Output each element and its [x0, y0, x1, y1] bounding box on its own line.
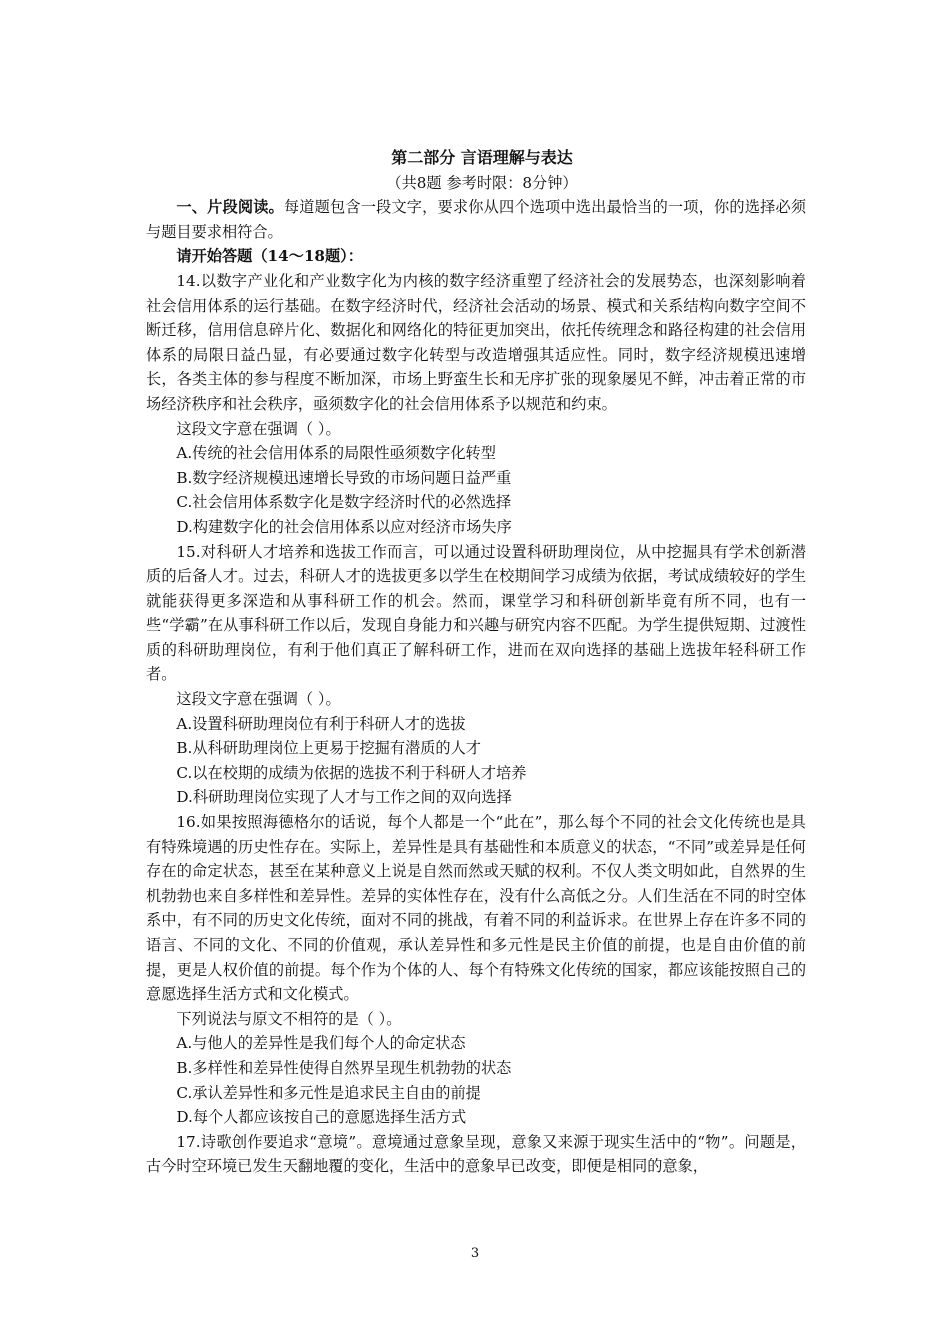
question-14-option-c: C.社会信用体系数字化是数字经济时代的必然选择 [176, 493, 512, 512]
question-15-option-a: A.设置科研助理岗位有利于科研人才的选拔 [176, 714, 466, 733]
question-15-option-d: D.科研助理岗位实现了人才与工作之间的双向选择 [176, 788, 512, 807]
question-14-option-d: D.构建数字化的社会信用体系以应对经济市场失序 [176, 517, 512, 536]
question-16-option-c: C.承认差异性和多元性是追求民主自由的前提 [176, 1083, 481, 1102]
question-14-option-b: B.数字经济规模迅速增长导致的市场问题日益严重 [176, 468, 512, 487]
page-number: 3 [470, 1246, 480, 1261]
question-15-stem: 这段文字意在强调（ ）。 [176, 690, 341, 709]
section-title: 第二部分 言语理解与表达 [391, 148, 573, 167]
question-17-passage: 17.诗歌创作要追求“意境”。意境通过意象呈现，意象又来源于现实生活中的“物”。问题是，古今时空环境已发生天翻地覆的变化，生活中的意象早已改变，即便是相同的意象， [146, 1132, 806, 1176]
question-16-option-a: A.与他人的差异性是我们每个人的命定状态 [176, 1034, 466, 1053]
question-15-passage: 15.对科研人才培养和选拔工作而言，可以通过设置科研助理岗位，从中挖掘具有学术创新潜质的后备人才。过去，科研人才的选拔更多以学生在校期间学习成绩为依据，考试成绩较好的学生就能获得更多深造和从事科研工作的机会。然而，课堂学习和科研创新毕竟有所不同，也有一些“学霸”在从事科研工作以后，发现自身能力和兴趣与研究内容不匹配。为学生提供短期、过渡性质的科研助理岗位，有利于他们真正了解科研工作，进而在双向选择的基础上选拔年轻科研工作者。 [146, 542, 806, 684]
question-16-passage: 16.如果按照海德格尔的话说，每个人都是一个“此在”，那么每个不同的社会文化传统也是具有特殊境遇的历史性存在。实际上，差异性是具有基础性和本质意义的状态，“不同”或差异是任何存在的命定状态，甚至在某种意义上说是自然而然或天赋的权利。不仅人类文明如此，自然界的生机勃勃也来自多样性和差异性。差异的实体性存在，没有什么高低之分。人们生活在不同的时空体系中，有不同的历史文化传统，面对不同的挑战，有着不同的利益诉求。在世界上存在许多不同的语言、不同的文化、不同的价值观，承认差异性和多元性是民主价值的前提，也是自由价值的前提，更是人权价值的前提。每个作为个体的人、每个有特殊文化传统的国家，都应该能按照自己的意愿选择生活方式和文化模式。 [146, 813, 806, 1004]
intro-heading: 一、片段阅读。 [176, 198, 284, 217]
question-16-option-d: D.每个人都应该按自己的意愿选择生活方式 [176, 1108, 467, 1127]
start-label: 请开始答题（14～18题）： [176, 247, 363, 266]
intro-text: 每道题包含一段文字，要求你从四个选项中选出最恰当的一项，你的选择必须与题目要求相符合。 [146, 198, 807, 241]
page-content [146, 146, 806, 1179]
question-14-stem: 这段文字意在强调（ ）。 [176, 419, 341, 438]
section-intro [146, 195, 806, 244]
question-15-option-c: C.以在校期的成绩为依据的选拔不利于科研人才培养 [176, 763, 527, 782]
section-subtitle: （共8题 参考时限：8分钟） [386, 173, 578, 192]
question-16-option-b: B.多样性和差异性使得自然界呈现生机勃勃的状态 [176, 1058, 512, 1077]
question-14-option-a: A.传统的社会信用体系的局限性亟须数字化转型 [176, 444, 496, 463]
question-14-passage: 14.以数字产业化和产业数字化为内核的数字经济重塑了经济社会的发展势态，也深刻影响着社会信用体系的运行基础。在数字经济时代，经济社会活动的场景、模式和关系结构向数字空间不断迁移，信用信息碎片化、数据化和网络化的特征更加突出，依托传统理念和路径构建的社会信用体系的局限日益凸显，有必要通过数字化转型与改造增强其适应性。同时，数字经济规模迅速增长，各类主体的参与程度不断加深，市场上野蛮生长和无序扩张的现象屡见不鲜，冲击着正常的市场经济秩序和社会秩序，亟须数字化的社会信用体系予以规范和约束。 [146, 271, 806, 413]
question-15-option-b: B.从科研助理岗位上更易于挖掘有潜质的人才 [176, 739, 481, 758]
question-16-stem: 下列说法与原文不相符的是（ ）。 [176, 1009, 402, 1028]
